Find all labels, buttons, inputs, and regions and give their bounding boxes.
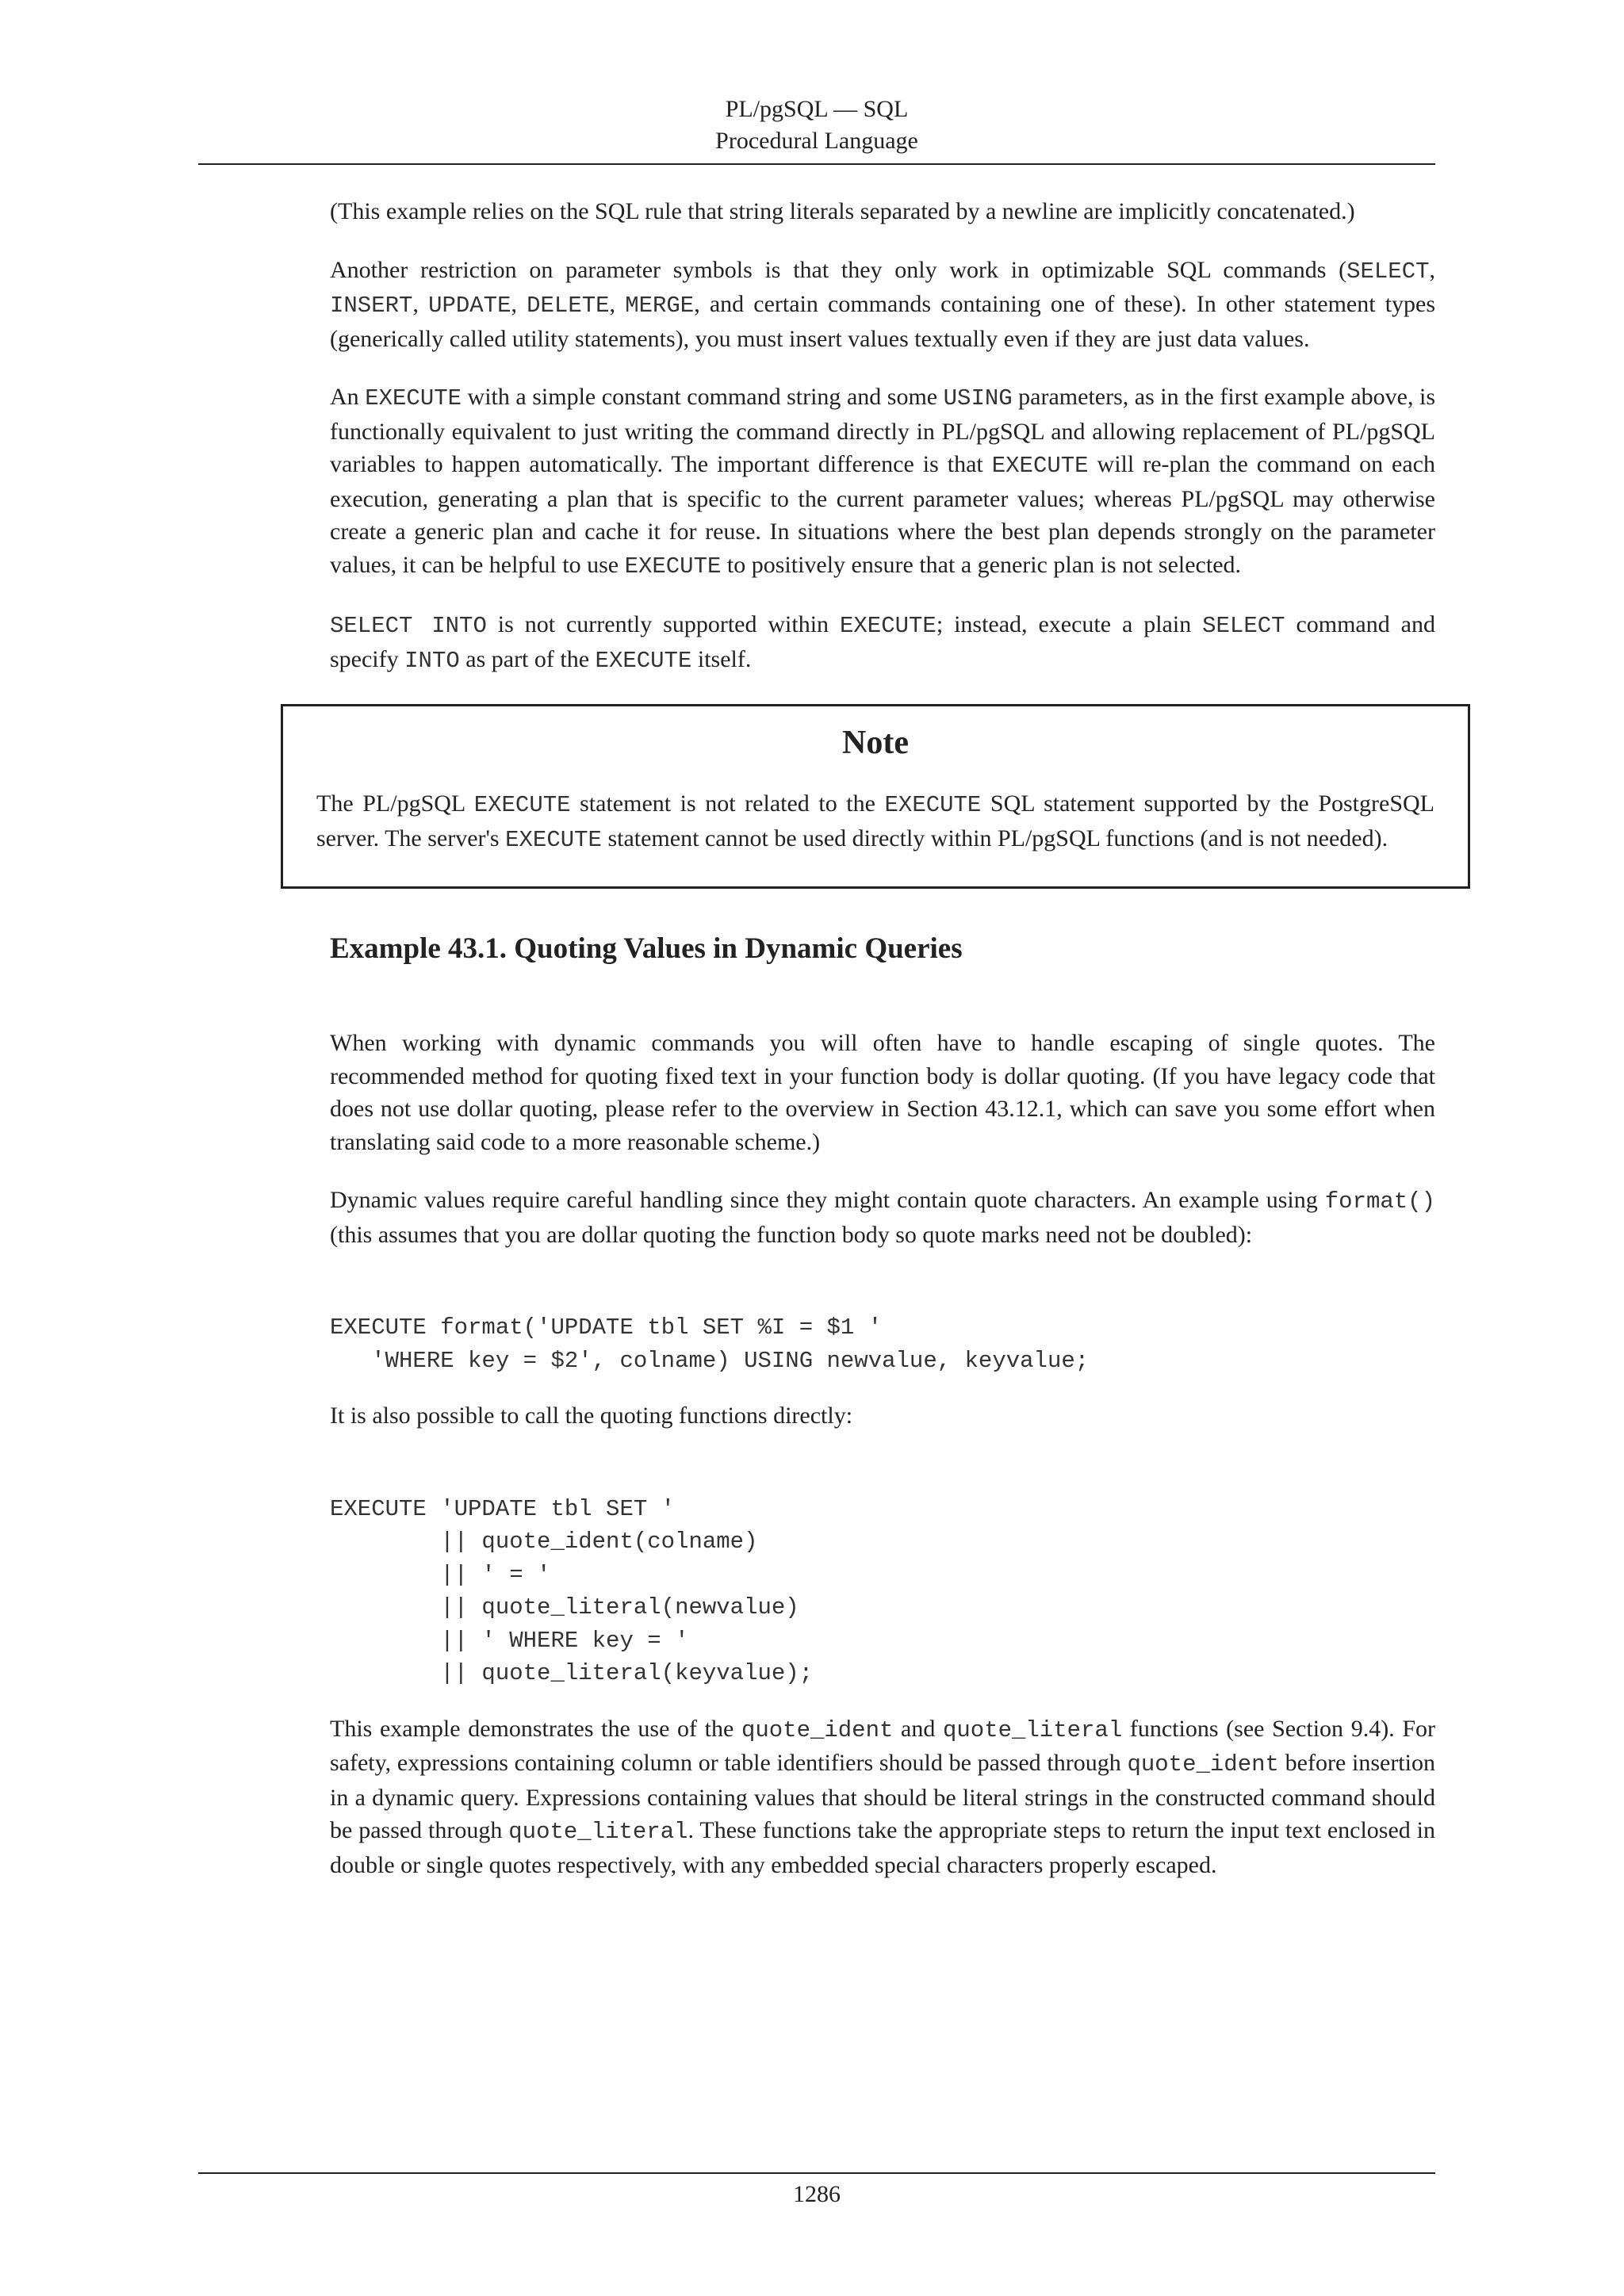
paragraph-concatenation: (This example relies on the SQL rule that string literals separated by a newline are implicitly concatenated.) [330, 198, 1355, 224]
header-rule [198, 163, 1435, 165]
code-execute: EXECUTE [624, 553, 722, 580]
code-update: UPDATE [428, 293, 511, 319]
code-quote-ident: quote_ident [741, 1716, 894, 1743]
page-content [316, 195, 1442, 1907]
footer-rule [198, 2172, 1435, 2174]
header-line-2: Procedural Language [715, 128, 918, 154]
header-line-1: PL/pgSQL — SQL [725, 96, 909, 122]
code-block-quote-functions: EXECUTE 'UPDATE tbl SET ' || quote_ident(colname) || ' = ' || quote_literal(newvalue) || ' WHERE key = ' || quote_literal(keyvalue); [330, 1495, 814, 1686]
code-execute: EXECUTE [595, 647, 692, 674]
paragraph-quote-explanation: This example demonstrates the use of the quote_ident and quote_literal functions (see Section 9.4). For safety, expressions containing column or table identifiers should be passed through quote_ident before insertion in a dynamic query. Expressions containing values that should be literal strings in the constructed command should be passed through quote_literal. These functions take the appropriate steps to return the input text enclosed in double or single quotes respectively, with any embedded special characters properly escaped. [330, 1715, 1442, 1878]
code-merge: MERGE [625, 293, 695, 319]
running-header [198, 94, 1435, 157]
code-quote-ident: quote_ident [1127, 1751, 1279, 1777]
code-execute: EXECUTE [365, 385, 462, 411]
paragraph-quoting-functions: It is also possible to call the quoting functions directly: [330, 1402, 853, 1429]
code-execute: EXECUTE [884, 792, 982, 818]
note-title: Note [842, 725, 909, 761]
example-title: Example 43.1. Quoting Values in Dynamic Queries [330, 932, 963, 965]
code-execute: EXECUTE [473, 792, 571, 818]
code-select: SELECT [1346, 258, 1430, 285]
code-format: format() [1324, 1188, 1435, 1215]
paragraph-dynamic-values: Dynamic values require careful handling since they might contain quote characters. An example using format() (this assumes that you are dollar quoting the function body so quote marks need not be doubled): [330, 1187, 1442, 1248]
code-delete: DELETE [527, 293, 610, 319]
code-into: INTO [404, 647, 460, 674]
note-text: The PL/pgSQL EXECUTE statement is not related to the EXECUTE SQL statement supported by the PostgreSQL server. The server's EXECUTE statement cannot be used directly within PL/pgSQL functions (and is not needed). [316, 790, 1441, 853]
paragraph-execute-equivalence: An EXECUTE with a simple constant command string and some USING parameters, as in the first example above, is functionally equivalent to just writing the command directly in PL/pgSQL and allowing replacement of PL/pgSQL variables to happen automatically. The important difference is that EXECUTE will re-plan the command on each execution, generating a plan that is specific to the current parameter values; whereas PL/pgSQL may otherwise create a generic plan and cache it for reuse. In situations where the best plan depends strongly on the parameter values, it can be helpful to use EXECUTE to positively ensure that a generic plan is not selected. [330, 384, 1442, 580]
code-execute: EXECUTE [991, 453, 1089, 479]
code-block-format: EXECUTE format('UPDATE tbl SET %I = $1 ' 'WHERE key = $2', colname) USING newvalue, keyvalue; [330, 1314, 1090, 1374]
paragraph-select-into: SELECT INTO is not currently supported within EXECUTE; instead, execute a plain SELECT command and specify INTO as part of the EXECUTE itself. [330, 611, 1442, 674]
paragraph-parameter-restriction: Another restriction on parameter symbols is that they only work in optimizable SQL commands (SELECT, INSERT, UPDATE, DELETE, MERGE, and certain commands containing one of these). In other statement types (generically called utility statements), you must insert values textually even if they are just data values. [330, 256, 1442, 352]
code-using: USING [943, 385, 1013, 411]
code-execute: EXECUTE [839, 613, 936, 639]
code-insert: INSERT [330, 293, 413, 319]
code-quote-literal: quote_literal [508, 1819, 688, 1845]
page-number: 1286 [793, 2181, 841, 2207]
paragraph-dollar-quoting: When working with dynamic commands you will often have to handle escaping of single quotes. The recommended method for quoting fixed text in your function body is dollar quoting. (If you have legacy code that does not use dollar quoting, please refer to the overview in Section 43.12.1, which can save you some effort when translating said code to a more reasonable scheme.) [330, 1030, 1435, 1155]
code-select-into: SELECT INTO [330, 613, 487, 639]
code-select: SELECT [1202, 613, 1285, 639]
code-execute: EXECUTE [505, 826, 602, 853]
code-quote-literal: quote_literal [942, 1716, 1123, 1743]
note-box [281, 704, 1470, 889]
